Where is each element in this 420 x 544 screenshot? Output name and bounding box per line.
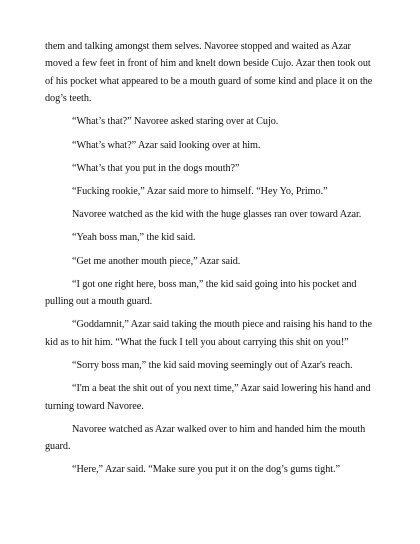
paragraph: Navoree watched as the kid with the huge glasses ran over toward Azar.: [72, 209, 362, 221]
paragraph: “Here,” Azar said. “Make sure you put it on the dog’s gums tight.”: [72, 464, 341, 476]
paragraph: “Yeah boss man,” the kid said.: [72, 232, 196, 244]
paragraph: “Sorry boss man,” the kid said moving seemingly out of Azar's reach.: [72, 360, 353, 372]
paragraph: “What’s that you put in the dogs mouth?”: [72, 162, 240, 174]
paragraph: “Fucking rookie,” Azar said more to himself. “Hey Yo, Primo.”: [72, 186, 328, 198]
paragraph: “Get me another mouth piece,” Azar said.: [72, 255, 241, 267]
paragraph: them and talking amongst them selves. Navoree stopped and waited as Azar moved a few feet in front of him and knelt down beside Cujo. Azar then took out of his pocket what appeared to be a mouth guard of some kind and place it on the dog’s teeth.: [45, 41, 373, 105]
paragraph: “What’s what?” Azar said looking over at him.: [72, 139, 261, 151]
paragraph: “I'm a beat the shit out of you next time,” Azar said lowering his hand and turning toward Navoree.: [45, 383, 371, 412]
paragraph: “Goddamnit,” Azar said taking the mouth piece and raising his hand to the kid as to hit him. “What the fuck I tell you about carrying this shit on you!”: [45, 319, 372, 348]
paragraph: “I got one right here, boss man,” the kid said going into his pocket and pulling out a mouth guard.: [45, 278, 357, 308]
paragraph: “What’s that?” Navoree asked staring over at Cujo.: [72, 116, 279, 128]
paragraph: Navoree watched as Azar walked over to him and handed him the mouth guard.: [45, 423, 366, 453]
body-text: [45, 38, 380, 485]
